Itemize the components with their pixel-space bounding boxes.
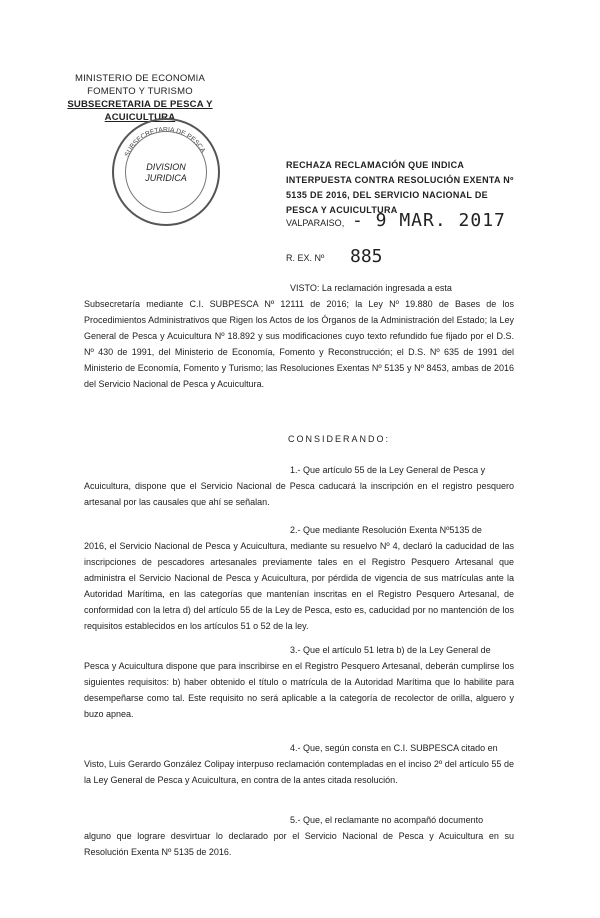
paragraph-lead: 2.- Que mediante Resolución Exenta Nº5135 de bbox=[290, 525, 482, 535]
ministry-header bbox=[40, 72, 240, 124]
title-line: PESCA Y ACUICULTURA bbox=[286, 205, 398, 215]
paragraph-lead: 1.- Que artículo 55 de la Ley General de Pesca y bbox=[290, 465, 486, 475]
stamp-line-juridica: JURIDICA bbox=[145, 173, 187, 183]
paragraph-body: 2016, el Servicio Nacional de Pesca y Acuicultura, mediante su resuelvo Nº 4, declaró la caducidad de las inscripciones de pescadores artesanales previamente tales en el Registro Pesquero Artesanal que administra el Servicio Nacional de Pesca y Acuicultura, por pérdida de vigencia de sus matrículas ante la Autoridad Marítima, en las categorías que mantenían inscritas en el Registro Pesquero Artesanal, de conformidad con la letra d) del artículo 55 de la Ley de Pesca, esto es, caducidad por no mantención de los requisitos establecidos en los artículos 51 o 52 de la ley. bbox=[84, 541, 514, 631]
paragraph-lead: 4.- Que, según consta en C.I. SUBPESCA citado en bbox=[290, 743, 498, 753]
date-label: VALPARAISO, bbox=[286, 218, 345, 228]
date-stamp-value: - 9 MAR. 2017 bbox=[352, 210, 506, 231]
paragraph-lead: 5.- Que, el reclamante no acompañó documento bbox=[290, 815, 484, 825]
considerando-paragraph-5 bbox=[84, 812, 514, 860]
resolution-number-value: 885 bbox=[350, 246, 383, 267]
ministry-name: MINISTERIO DE ECONOMIA bbox=[74, 73, 206, 84]
document-title bbox=[286, 158, 514, 218]
considerando-paragraph-2 bbox=[84, 522, 514, 634]
resolution-number-label: R. EX. Nº bbox=[286, 253, 325, 263]
stamp-line-division: DIVISION bbox=[146, 162, 186, 172]
paragraph-lead: 3.- Que el artículo 51 letra b) de la Ley General de bbox=[290, 645, 491, 655]
visto-paragraph bbox=[84, 280, 514, 392]
stamp-center-text bbox=[114, 162, 218, 184]
considerando-heading: CONSIDERANDO: bbox=[288, 434, 391, 444]
paragraph-body: Acuicultura, dispone que el Servicio Nacional de Pesca caducará la inscripción en el registro pesquero artesanal por las causales que ahí se señalan. bbox=[84, 481, 514, 507]
title-line: 5135 DE 2016, DEL SERVICIO NACIONAL DE bbox=[286, 190, 488, 200]
paragraph-body: Pesca y Acuicultura dispone que para inscribirse en el Registro Pesquero Artesanal, deberán cumplirse los siguientes requisitos: b) haber obtenido el título o matrícula de la Autoridad Marítima que lo habilite para desempeñarse como tal. Este requisito no será aplicable a la categoría de recolector de orilla, alguero y buzo apnea. bbox=[84, 661, 514, 719]
title-line: INTERPUESTA CONTRA RESOLUCIÓN EXENTA Nº bbox=[286, 175, 514, 185]
ministry-subname: FOMENTO Y TURISMO bbox=[87, 86, 193, 97]
paragraph-body: alguno que lograre desvirtuar lo declarado por el Servicio Nacional de Pesca y Acuicultura en su Resolución Exenta Nº 5135 de 2016. bbox=[84, 831, 514, 857]
considerando-paragraph-3 bbox=[84, 642, 514, 722]
considerando-paragraph-1 bbox=[84, 462, 514, 510]
considerando-paragraph-4 bbox=[84, 740, 514, 788]
title-line: RECHAZA RECLAMACIÓN QUE INDICA bbox=[286, 160, 465, 170]
visto-lead: VISTO: La reclamación ingresada a esta bbox=[290, 283, 452, 293]
visto-body: Subsecretaría mediante C.I. SUBPESCA Nº 12111 de 2016; la Ley Nº 19.880 de Bases de los Procedimientos Administrativos que Rigen los Actos de los Órganos de la Administración del Estado; la Ley General de Pesca y Acuicultura Nº 18.892 y sus modificaciones cuyo texto refundido fue fijado por el D.S. Nº 430 de 1991, del Ministerio de Economía, Fomento y Reconstrucción; el D.S. Nº 635 de 1991 del Ministerio de Economía, Fomento y Turismo; las Resoluciones Exentas Nº 5135 y Nº 8453, ambas de 2016 del Servicio Nacional de Pesca y Acuicultura. bbox=[84, 299, 514, 389]
subsecretaria-name: SUBSECRETARIA DE PESCA Y ACUICULTURA bbox=[67, 99, 213, 123]
svg-text:SUBSECRETARIA DE PESCA: SUBSECRETARIA DE PESCA bbox=[123, 126, 207, 158]
division-juridica-stamp bbox=[112, 118, 220, 226]
paragraph-body: Visto, Luis Gerardo González Colipay interpuso reclamación contempladas en el inciso 2º del artículo 55 de la Ley General de Pesca y Acuicultura, en contra de la antes citada resolución. bbox=[84, 759, 514, 785]
